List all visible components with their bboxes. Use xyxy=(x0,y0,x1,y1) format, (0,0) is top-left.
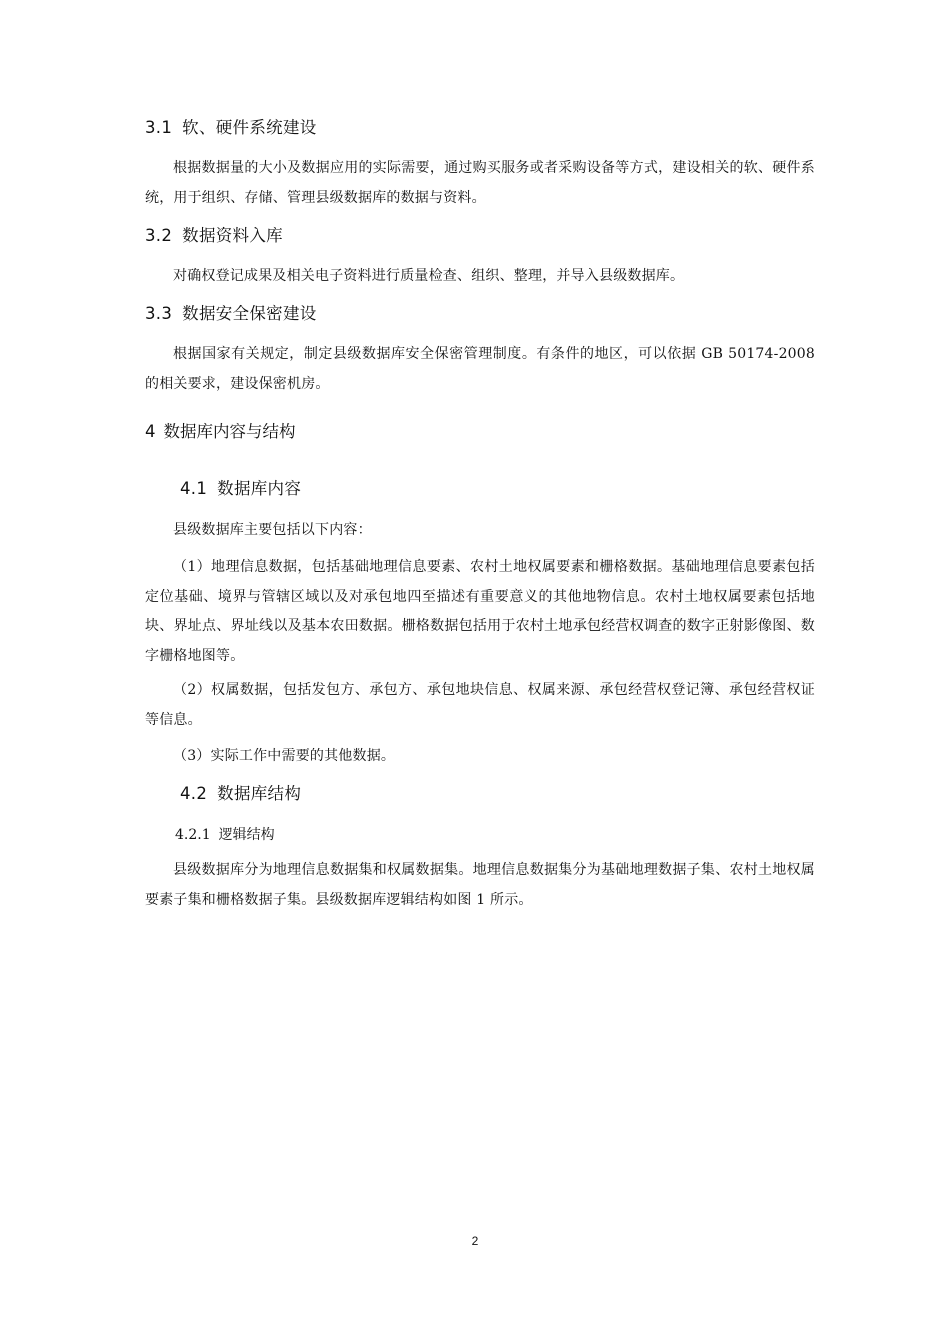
heading-title: 数据安全保密建设 xyxy=(182,304,317,323)
heading-number: 4.2 xyxy=(180,784,208,803)
paragraph-4-1-item-1: （1）地理信息数据，包括基础地理信息要素、农村土地权属要素和栅格数据。基础地理信息要素包括定位基础、境界与管辖区域以及对承包地四至描述有重要意义的其他地物信息。农村土地权属要素包括地块、界址点、界址线以及基本农田数据。栅格数据包括用于农村土地承包经营权调查的数字正射影像图、数字栅格地图等。 xyxy=(145,559,815,664)
heading-number: 3.3 xyxy=(145,304,173,323)
heading-title: 数据库内容 xyxy=(217,479,302,498)
heading-3-3 xyxy=(145,302,815,326)
heading-number: 4 xyxy=(145,422,156,441)
paragraph-3-1: 根据数据量的大小及数据应用的实际需要，通过购买服务或者采购设备等方式，建设相关的软、硬件系统，用于组织、存储、管理县级数据库的数据与资料。 xyxy=(145,160,815,206)
paragraph-4-1-item-2: （2）权属数据，包括发包方、承包方、承包地块信息、权属来源、承包经营权登记簿、承包经营权证等信息。 xyxy=(145,682,815,728)
heading-4 xyxy=(145,420,815,444)
page-number: 2 xyxy=(471,1234,479,1248)
heading-number: 4.2.1 xyxy=(175,827,211,843)
heading-title: 数据库结构 xyxy=(217,784,302,803)
heading-title: 数据资料入库 xyxy=(182,226,283,245)
paragraph-3-3: 根据国家有关规定，制定县级数据库安全保密管理制度。有条件的地区，可以依据 GB 50174-2008 的相关要求，建设保密机房。 xyxy=(145,346,815,392)
heading-3-1 xyxy=(145,116,815,140)
heading-number: 3.1 xyxy=(145,118,173,137)
heading-3-2 xyxy=(145,224,815,248)
paragraph-4-1-item-3: （3）实际工作中需要的其他数据。 xyxy=(173,748,396,764)
paragraph-4-2-1: 县级数据库分为地理信息数据集和权属数据集。地理信息数据集分为基础地理数据子集、农村土地权属要素子集和栅格数据子集。县级数据库逻辑结构如图 1 所示。 xyxy=(145,862,815,908)
heading-4-2-1 xyxy=(175,824,815,846)
paragraph-4-1-intro: 县级数据库主要包括以下内容： xyxy=(173,522,372,538)
heading-4-1 xyxy=(180,477,815,501)
heading-number: 4.1 xyxy=(180,479,208,498)
heading-title: 软、硬件系统建设 xyxy=(182,118,317,137)
heading-number: 3.2 xyxy=(145,226,173,245)
paragraph-3-2: 对确权登记成果及相关电子资料进行质量检查、组织、整理，并导入县级数据库。 xyxy=(173,268,685,284)
heading-title: 逻辑结构 xyxy=(218,827,275,843)
heading-4-2 xyxy=(180,782,815,806)
heading-title: 数据库内容与结构 xyxy=(163,422,296,441)
